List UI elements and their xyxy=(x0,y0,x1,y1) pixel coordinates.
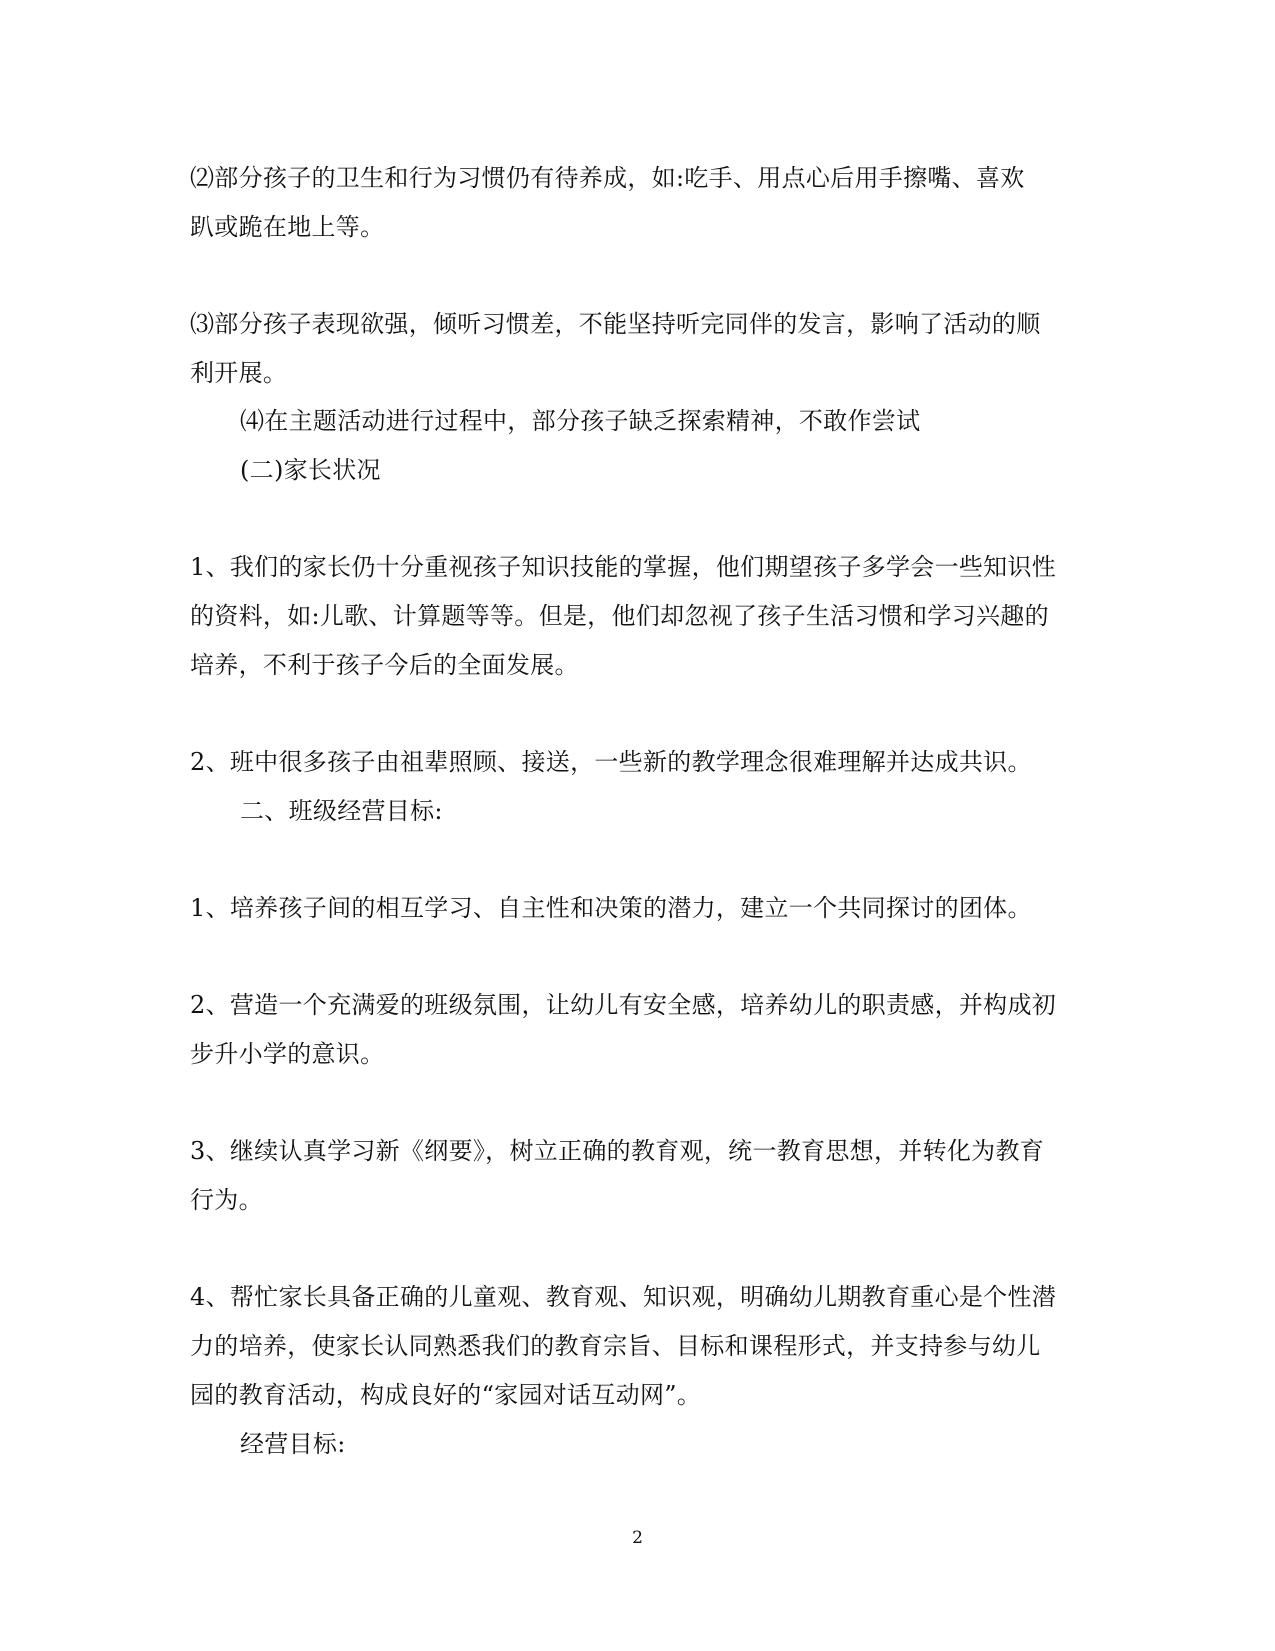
text-line: 培养，不利于孩子今后的全面发展。 xyxy=(190,651,579,679)
text-line: 3、继续认真学习新《纲要》，树立正确的教育观，统一教育思想，并转化为教育 xyxy=(190,1137,1045,1165)
text-line: 1、我们的家长仍十分重视孩子知识技能的掌握，他们期望孩子多学会一些知识性 xyxy=(190,553,1057,581)
text-line: 步升小学的意识。 xyxy=(190,1040,385,1068)
text-line: 趴或跪在地上等。 xyxy=(190,213,385,241)
text-line: 4、帮忙家长具备正确的儿童观、教育观、知识观，明确幼儿期教育重心是个性潜 xyxy=(190,1283,1057,1311)
text-line: 2、班中很多孩子由祖辈照顾、接送，一些新的教学理念很难理解并达成共识。 xyxy=(190,748,1032,776)
text-line: 行为。 xyxy=(190,1186,263,1214)
text-line: 的资料，如:儿歌、计算题等等。但是，他们却忽视了孩子生活习惯和学习兴趣的 xyxy=(190,602,1049,630)
text-line: 2、营造一个充满爱的班级氛围，让幼儿有安全感，培养幼儿的职责感，并构成初 xyxy=(190,991,1057,1019)
text-line: 力的培养，使家长认同熟悉我们的教育宗旨、目标和课程形式，并支持参与幼儿 xyxy=(190,1332,1041,1360)
page-number: 2 xyxy=(632,1528,643,1548)
text-line: ⑷在主题活动进行过程中，部分孩子缺乏探索精神，不敢作尝试 xyxy=(240,407,921,435)
text-line: 1、培养孩子间的相互学习、自主性和决策的潜力，建立一个共同探讨的团体。 xyxy=(190,894,1032,922)
section-heading: (二)家长状况 xyxy=(240,456,381,484)
text-line: ⑶部分孩子表现欲强，倾听习惯差，不能坚持听完同伴的发言，影响了活动的顺 xyxy=(190,310,1041,338)
section-heading: 二、班级经营目标: xyxy=(240,797,443,825)
text-line: ⑵部分孩子的卫生和行为习惯仍有待养成，如:吃手、用点心后用手擦嘴、喜欢 xyxy=(190,164,1025,192)
text-line: 园的教育活动，构成良好的“家园对话互动网”。 xyxy=(190,1381,702,1409)
section-heading: 经营目标: xyxy=(240,1430,346,1458)
text-line: 利开展。 xyxy=(190,359,288,387)
